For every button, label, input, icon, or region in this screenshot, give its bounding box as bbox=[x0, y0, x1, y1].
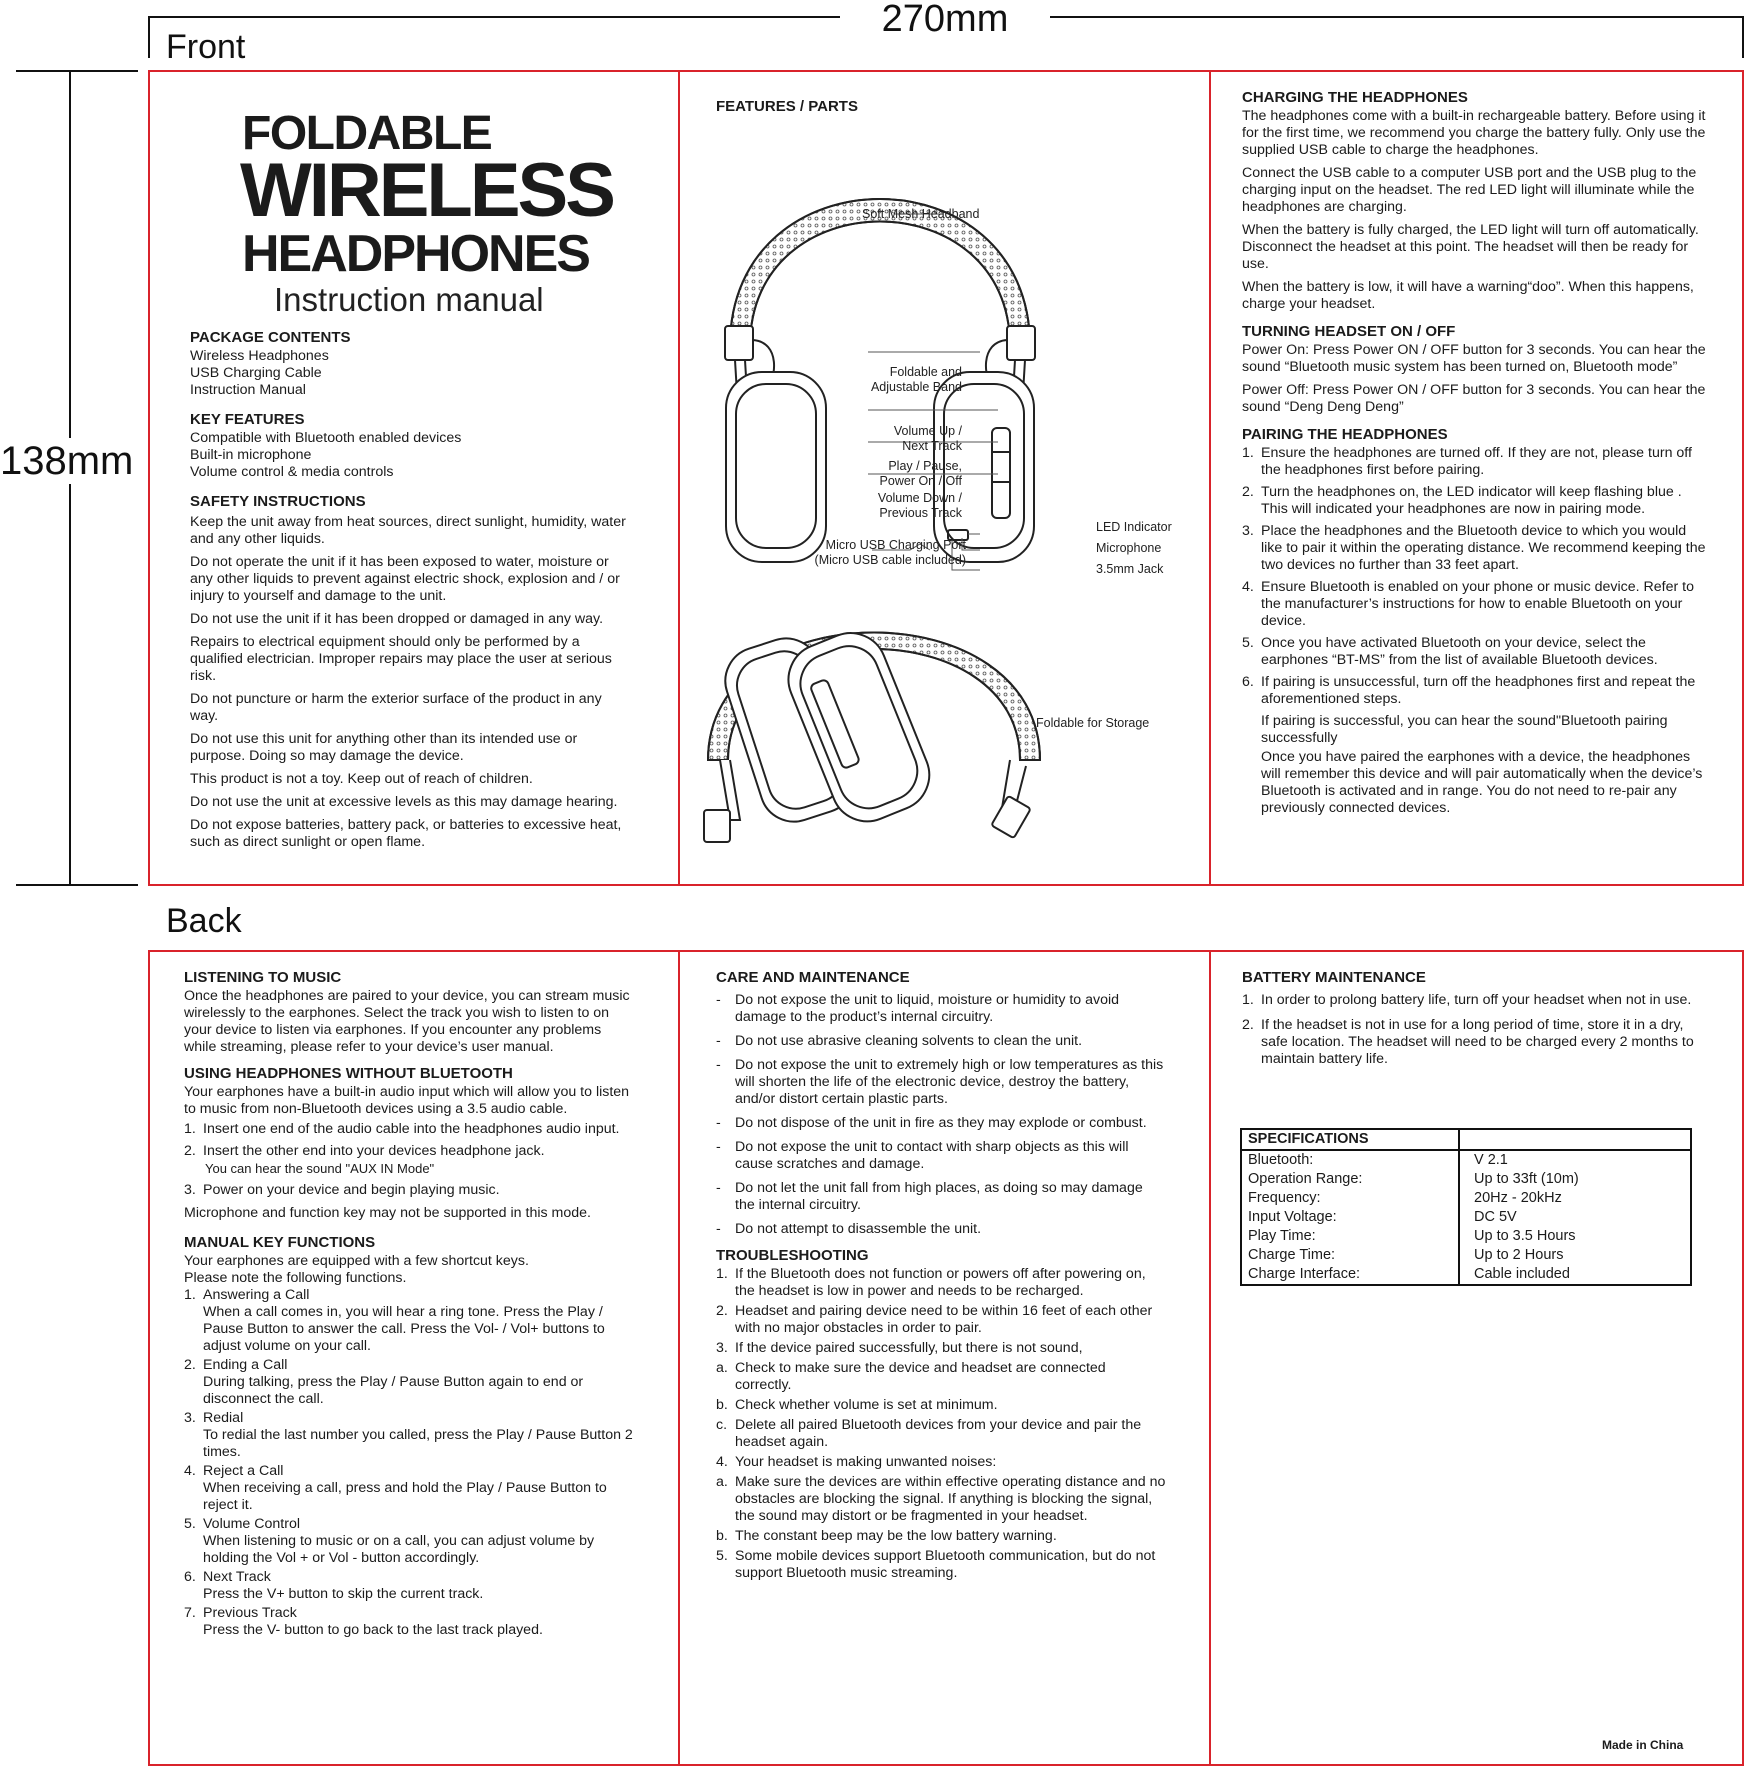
care-item: - Do not dispose of the unit in fire as they may explode or combust. bbox=[716, 1115, 1147, 1131]
nobt-list bbox=[184, 1121, 634, 1199]
parts-heading: FEATURES / PARTS bbox=[716, 98, 858, 115]
trouble-item: 2. Headset and pairing device need to be within 16 feet of each other with no major obstacles in order to pair. bbox=[716, 1303, 1153, 1336]
nobt-text: Your earphones have a built-in audio input which will allow you to listen to music from non-Bluetooth devices using a 3.5 audio cable. bbox=[184, 1084, 630, 1117]
label-voldown-1: Volume Down / bbox=[877, 491, 962, 505]
pairing-step: 4. Ensure Bluetooth is enabled on your phone or music device. Refer to the manufacturer’s instructions for how to enable Bluetooth on your device. bbox=[1242, 579, 1694, 629]
cover-subtitle: Instruction manual bbox=[274, 281, 544, 318]
feature-item: Volume control & media controls bbox=[190, 464, 394, 480]
height-dimension-label: 138mm bbox=[0, 438, 140, 484]
key-function: 6. Next Track Press the V+ button to skip the current track. bbox=[184, 1569, 484, 1602]
made-in-label: Made in China bbox=[1602, 1738, 1684, 1752]
package-item: Instruction Manual bbox=[190, 382, 306, 398]
key-function: 2. Ending a Call During talking, press the Play / Pause Button again to end or disconnect the call. bbox=[184, 1357, 584, 1407]
features-heading: KEY FEATURES bbox=[190, 411, 305, 428]
trouble-list bbox=[716, 1266, 1166, 1582]
spec-row: Frequency: 20Hz - 20kHz bbox=[1242, 1189, 1690, 1208]
label-jack: 3.5mm Jack bbox=[1096, 562, 1164, 576]
label-band-1: Foldable and bbox=[889, 365, 962, 379]
width-dimension-tick-right bbox=[1742, 16, 1744, 58]
spec-row: Bluetooth: V 2.1 bbox=[1242, 1151, 1690, 1170]
trouble-item: 5. Some mobile devices support Bluetooth communication, but do not support Bluetooth music streaming. bbox=[716, 1548, 1156, 1581]
charging-item: When the battery is low, it will have a warning“doo”. When this happens, charge your headset. bbox=[1242, 279, 1694, 312]
nobt-note: Microphone and function key may not be supported in this mode. bbox=[184, 1205, 591, 1221]
charging-item: The headphones come with a built-in rechargeable battery. Before using it for the first time, we recommend you charge the battery fully. Only use the supplied USB cable to charge the headphones. bbox=[1242, 108, 1706, 158]
back-col3-text bbox=[1242, 960, 1702, 1076]
keys-intro-1: Your earphones are equipped with a few shortcut keys. bbox=[184, 1253, 529, 1269]
label-voldown-2: Previous Track bbox=[879, 506, 962, 520]
nobt-step: 3. Power on your device and begin playing music. bbox=[184, 1182, 500, 1198]
trouble-item: b. Check whether volume is set at minimum. bbox=[716, 1397, 998, 1413]
key-function: 7. Previous Track Press the V- button to go back to the last track played. bbox=[184, 1605, 543, 1638]
back-label: Back bbox=[166, 902, 242, 940]
label-mic: Microphone bbox=[1096, 541, 1162, 555]
cover-title-foldable: FOLDABLE bbox=[242, 107, 492, 160]
safety-heading: SAFETY INSTRUCTIONS bbox=[190, 493, 366, 510]
feature-item: Compatible with Bluetooth enabled devices bbox=[190, 430, 462, 446]
keys-heading: MANUAL KEY FUNCTIONS bbox=[184, 1234, 376, 1251]
folded-headphones-drawing bbox=[704, 622, 1040, 842]
specifications-header-row bbox=[1242, 1130, 1690, 1151]
nobt-step: 2. Insert the other end into your devices headphone jack. You can hear the sound "AUX IN Mode" bbox=[184, 1143, 545, 1176]
key-function: 5. Volume Control When listening to music or on a call, you can adjust volume by holding the Vol + or Vol - button accordingly. bbox=[184, 1516, 595, 1566]
label-volup-2: Next Track bbox=[902, 439, 962, 453]
pairing-step: 1. Ensure the headphones are turned off. If they are not, please turn off the headphones first before pairing. bbox=[1242, 445, 1692, 478]
charging-item: Connect the USB cable to a computer USB port and the USB plug to the charging input on the headset. The red LED light will illuminate while the headphones are charging. bbox=[1242, 165, 1697, 215]
height-dimension-tick-bottom bbox=[16, 884, 138, 886]
power-heading: TURNING HEADSET ON / OFF bbox=[1242, 323, 1456, 340]
label-usb-1: Micro USB Charging Port bbox=[825, 538, 966, 552]
label-fold: Foldable for Storage bbox=[1036, 716, 1150, 730]
safety-item: Do not use the unit if it has been dropped or damaged in any way. bbox=[190, 611, 604, 627]
care-list bbox=[716, 992, 1166, 1238]
trouble-item: 4. Your headset is making unwanted noises: bbox=[716, 1454, 997, 1470]
keys-intro-2: Please note the following functions. bbox=[184, 1270, 407, 1286]
front-col1-text bbox=[190, 320, 630, 857]
care-heading: CARE AND MAINTENANCE bbox=[716, 969, 910, 986]
width-dimension-tick-left bbox=[148, 16, 150, 58]
front-divider-2 bbox=[1209, 70, 1211, 886]
keys-list bbox=[184, 1287, 634, 1639]
key-function: 3. Redial To redial the last number you called, press the Play / Pause Button 2 times. bbox=[184, 1410, 633, 1460]
battery-item: 1. In order to prolong battery life, turn off your headset when not in use. bbox=[1242, 992, 1692, 1008]
front-label: Front bbox=[166, 28, 246, 66]
spec-row: Play Time: Up to 3.5 Hours bbox=[1242, 1227, 1690, 1246]
trouble-item: c. Delete all paired Bluetooth devices from your device and pair the headset again. bbox=[716, 1417, 1142, 1450]
specifications-heading: SPECIFICATIONS bbox=[1242, 1130, 1460, 1149]
cover-title-headphones: HEADPHONES bbox=[242, 225, 589, 283]
pairing-extra-2: Once you have paired the earphones with a device, the headphones will remember this device and will pair automatically when the device’s Bluetooth is activated and in range. You do not need to re-pair any previously connected devices. bbox=[1261, 749, 1703, 816]
battery-heading: BATTERY MAINTENANCE bbox=[1242, 969, 1426, 986]
package-item: USB Charging Cable bbox=[190, 365, 322, 381]
back-col2-text bbox=[716, 960, 1166, 1585]
trouble-item: a. Check to make sure the device and headset are connected correctly. bbox=[716, 1360, 1106, 1393]
care-item: - Do not expose the unit to extremely high or low temperatures as this will shorten the life of the electronic device, destroy the battery, and/or distort certain plastic parts. bbox=[716, 1057, 1164, 1107]
label-band-2: Adjustable Band bbox=[870, 380, 962, 394]
back-divider-1 bbox=[678, 950, 680, 1766]
key-function: 4. Reject a Call When receiving a call, press and hold the Play / Pause Button to reject it. bbox=[184, 1463, 607, 1513]
safety-item: Do not operate the unit if it has been exposed to water, moisture or any other liquids to prevent against electric shock, explosion and / or injury to yourself and damage to the unit. bbox=[190, 554, 620, 604]
pairing-heading: PAIRING THE HEADPHONES bbox=[1242, 426, 1448, 443]
label-led: LED Indicator bbox=[1096, 520, 1172, 534]
pairing-extra-1: If pairing is successful, you can hear the sound"Bluetooth pairing successfully bbox=[1261, 713, 1668, 746]
care-item: - Do not expose the unit to liquid, moisture or humidity to avoid damage to the product’s internal circuitry. bbox=[716, 992, 1120, 1025]
back-divider-2 bbox=[1209, 950, 1211, 1766]
trouble-item: b. The constant beep may be the low battery warning. bbox=[716, 1528, 1057, 1544]
spec-row: Charge Interface: Cable included bbox=[1242, 1265, 1690, 1284]
trouble-item: 1. If the Bluetooth does not function or powers off after powering on, the headset is low in power and needs to be recharged. bbox=[716, 1266, 1146, 1299]
specifications-table bbox=[1240, 1128, 1692, 1286]
power-item: Power On: Press Power ON / OFF button for 3 seconds. You can hear the sound “Bluetooth music system has been turned on, Bluetooth mode” bbox=[1242, 342, 1706, 375]
width-dimension-label: 270mm bbox=[840, 0, 1050, 41]
back-col1-text bbox=[184, 960, 634, 1641]
cover-title-wireless: WIRELESS bbox=[240, 148, 613, 233]
safety-item: Do not use this unit for anything other than its intended use or purpose. Doing so may damage the device. bbox=[190, 731, 578, 764]
safety-item: Keep the unit away from heat sources, direct sunlight, humidity, water and any other liquids. bbox=[190, 514, 626, 547]
care-item: - Do not expose the unit to contact with sharp objects as this will cause scratches and damage. bbox=[716, 1139, 1129, 1172]
trouble-heading: TROUBLESHOOTING bbox=[716, 1247, 869, 1264]
height-dimension-tick-top bbox=[16, 70, 138, 72]
pairing-list bbox=[1242, 445, 1710, 708]
spec-row: Input Voltage: DC 5V bbox=[1242, 1208, 1690, 1227]
battery-list bbox=[1242, 992, 1702, 1068]
safety-item: Do not puncture or harm the exterior surface of the product in any way. bbox=[190, 691, 602, 724]
package-heading: PACKAGE CONTENTS bbox=[190, 329, 351, 346]
label-play-1: Play / Pause, bbox=[888, 459, 962, 473]
package-item: Wireless Headphones bbox=[190, 348, 329, 364]
label-play-2: Power On / Off bbox=[879, 474, 962, 488]
label-usb-2: (Micro USB cable included) bbox=[814, 553, 966, 567]
feature-item: Built-in microphone bbox=[190, 447, 312, 463]
care-item: - Do not attempt to disassemble the unit. bbox=[716, 1221, 982, 1237]
nobt-step: 1. Insert one end of the audio cable into the headphones audio input. bbox=[184, 1121, 620, 1137]
front-col3-text bbox=[1242, 80, 1710, 823]
label-volup-1: Volume Up / bbox=[893, 424, 962, 438]
spec-row: Operation Range: Up to 33ft (10m) bbox=[1242, 1170, 1690, 1189]
safety-item: Do not expose batteries, battery pack, or batteries to excessive heat, such as direct sunlight or open flame. bbox=[190, 817, 622, 850]
charging-item: When the battery is fully charged, the LED light will turn off automatically. Disconnect the headset at this point. The headset will then be ready for use. bbox=[1242, 222, 1699, 272]
pairing-step: 3. Place the headphones and the Bluetooth device to which you would like to pair it within the operating distance. We recommend keeping the two devices no further than 33 feet apart. bbox=[1242, 523, 1706, 573]
power-item: Power Off: Press Power ON / OFF button for 3 seconds. You can hear the sound “Deng Deng Deng” bbox=[1242, 382, 1706, 415]
battery-item: 2. If the headset is not in use for a long period of time, store it in a dry, safe location. The headset will need to be charged every 2 months to maintain battery life. bbox=[1242, 1017, 1694, 1067]
pairing-step: 2. Turn the headphones on, the LED indicator will keep flashing blue . This will indicated your headphones are now in pairing mode. bbox=[1242, 484, 1682, 517]
key-function: 1. Answering a Call When a call comes in, you will hear a ring tone. Press the Play / Pause Button to answer the call. Press the Vol- / Vol+ buttons to adjust volume on your call. bbox=[184, 1287, 605, 1354]
care-item: - Do not use abrasive cleaning solvents to clean the unit. bbox=[716, 1033, 1083, 1049]
trouble-item: a. Make sure the devices are within effective operating distance and no obstacles are blocking the signal. If anything is blocking the signal, the sound may distort or be fragmented in your headset. bbox=[716, 1474, 1166, 1524]
safety-item: This product is not a toy. Keep out of reach of children. bbox=[190, 771, 533, 787]
pairing-step: 6. If pairing is unsuccessful, turn off the headphones first and repeat the aforementioned steps. bbox=[1242, 674, 1696, 707]
care-item: - Do not let the unit fall from high places, as doing so may damage the internal circuitry. bbox=[716, 1180, 1143, 1213]
label-headband: Soft Mesh Headband bbox=[862, 207, 980, 221]
listening-text: Once the headphones are paired to your device, you can stream music wirelessly to the earphones. Select the track you wish to listen to on your device to listen via earphones. If you encounter any problems while streaming, please refer to your device’s user manual. bbox=[184, 988, 630, 1055]
nobt-heading: USING HEADPHONES WITHOUT BLUETOOTH bbox=[184, 1065, 513, 1082]
spec-row: Charge Time: Up to 2 Hours bbox=[1242, 1246, 1690, 1265]
charging-heading: CHARGING THE HEADPHONES bbox=[1242, 89, 1468, 106]
listening-heading: LISTENING TO MUSIC bbox=[184, 969, 342, 986]
pairing-step: 5. Once you have activated Bluetooth on your device, select the earphones “BT-MS” from the list of available Bluetooth devices. bbox=[1242, 635, 1658, 668]
safety-item: Do not use the unit at excessive levels as this may damage hearing. bbox=[190, 794, 618, 810]
safety-item: Repairs to electrical equipment should only be performed by a qualified electrician. Improper repairs may place the user at serious risk. bbox=[190, 634, 612, 684]
trouble-item: 3. If the device paired successfully, but there is not sound, bbox=[716, 1340, 1083, 1356]
